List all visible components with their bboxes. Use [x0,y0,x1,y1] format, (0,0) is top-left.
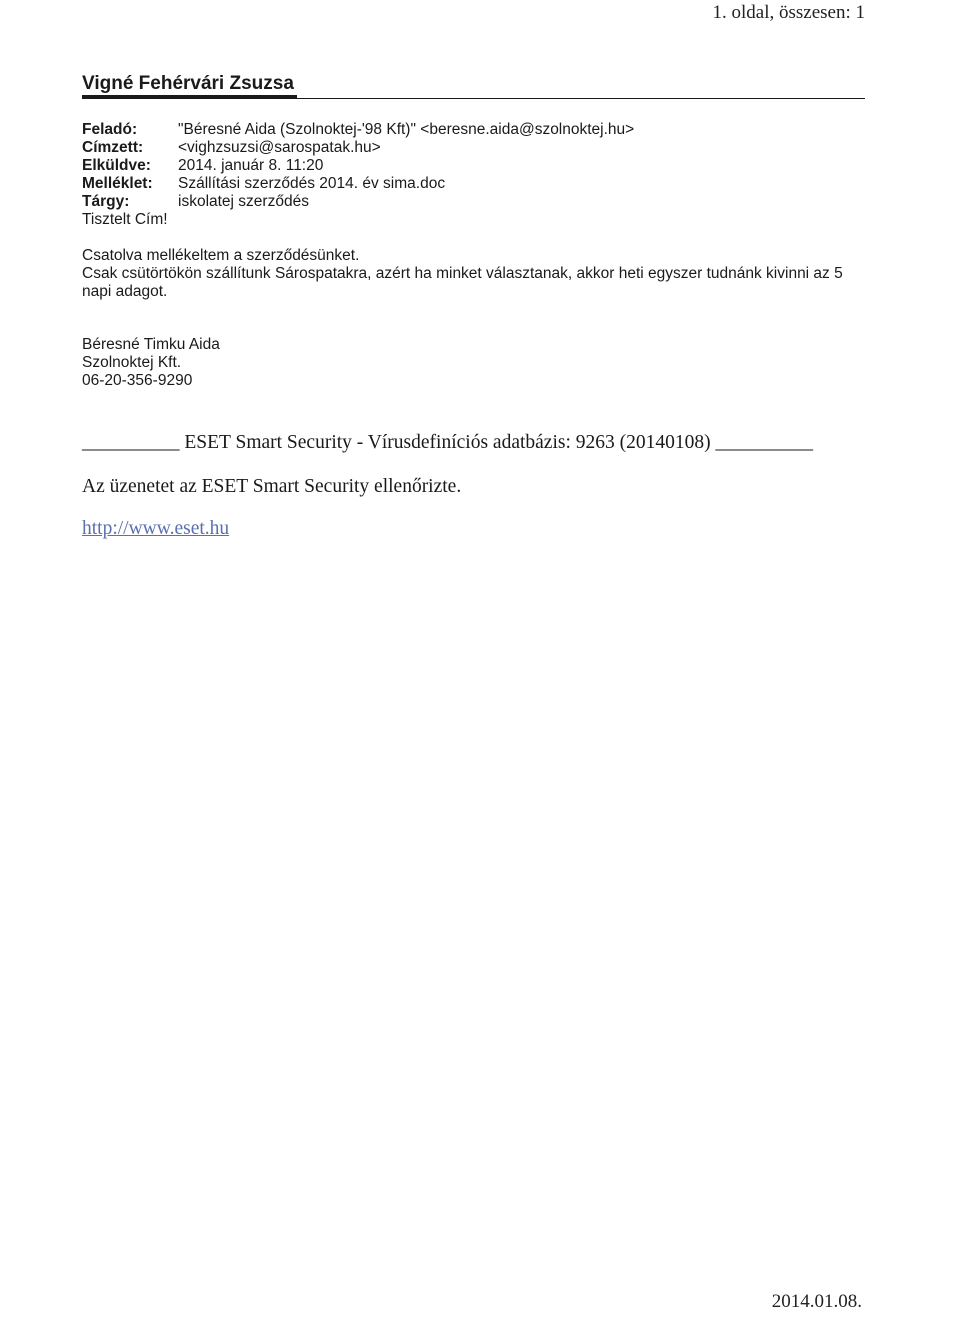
to-value: <vighzsuzsi@sarospatak.hu> [178,139,381,156]
email-signature [82,336,582,390]
to-label: Címzett: [82,139,144,156]
sent-value: 2014. január 8. 11:20 [178,157,324,174]
print-date: 2014.01.08. [771,1291,862,1312]
body-line-delivery: Csak csütörtökön szállítunk Sárospatakra, azért ha minket választanak, akkor heti egyszer tudnánk kivinni az 5 napi adagot. [82,265,843,300]
header-divider [82,98,865,99]
salutation: Tisztelt Cím! [82,211,168,228]
signature-company: Szolnoktej Kft. [82,354,182,371]
email-body [82,247,872,301]
eset-checked-line: Az üzenetet az ESET Smart Security ellenőrizte. [82,476,462,497]
subject-label: Tárgy: [82,193,130,210]
body-line-attachment: Csatolva mellékeltem a szerződésünket. [82,247,360,264]
header-row-to [82,139,872,157]
header-row-from [82,121,872,139]
header-row-attachment [82,175,872,193]
header-row-sent [82,157,872,175]
page-counter: 1. oldal, összesen: 1 [712,2,865,23]
from-value: "Béresné Aida (Szolnoktej-'98 Kft)" <beresne.aida@szolnoktej.hu> [178,121,635,138]
signature-phone: 06-20-356-9290 [82,372,193,389]
attachment-value: Szállítási szerződés 2014. év sima.doc [178,175,446,192]
signature-name: Béresné Timku Aida [82,336,220,353]
eset-definition-line: __________ ESET Smart Security - Vírusdefiníciós adatbázis: 9263 (20140108) __________ [82,432,813,453]
email-headers [82,121,872,229]
subject-value: iskolatej szerződés [178,193,309,210]
from-label: Feladó: [82,121,138,138]
header-row-subject [82,193,872,211]
attachment-label: Melléklet: [82,175,153,192]
sent-label: Elküldve: [82,157,151,174]
mailbox-owner-name: Vigné Fehérvári Zsuzsa [82,73,294,94]
eset-link[interactable]: http://www.eset.hu [82,518,230,539]
